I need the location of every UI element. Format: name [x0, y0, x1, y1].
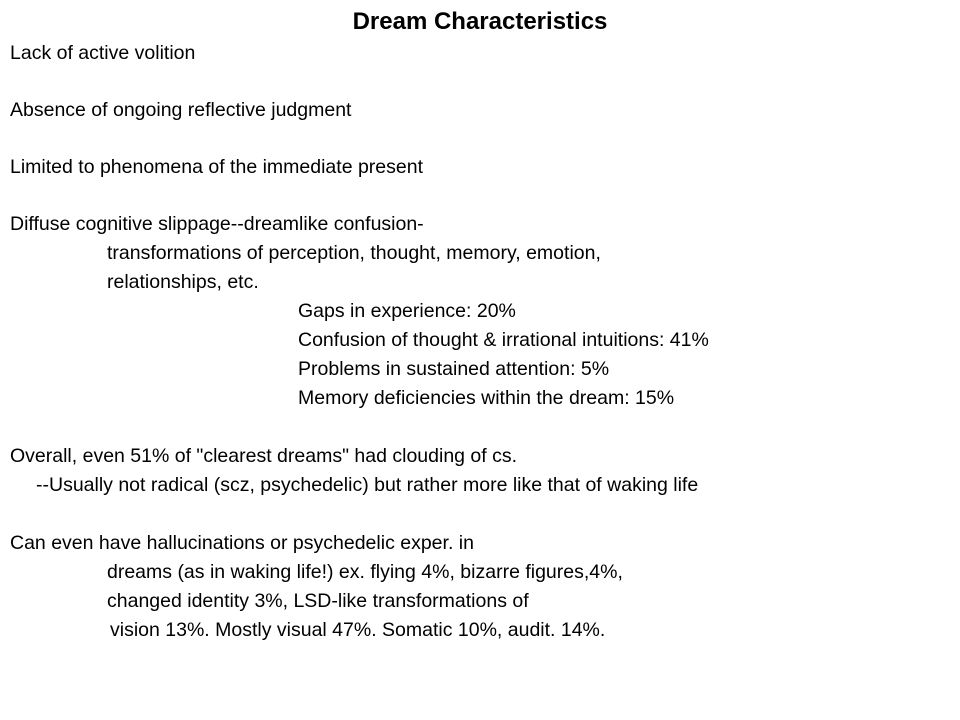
hallucinations-detail-line-2: changed identity 3%, LSD-like transformations of: [107, 590, 529, 612]
bullet-limited-to-present: Limited to phenomena of the immediate present: [10, 156, 423, 178]
bullet-lack-of-volition: Lack of active volition: [10, 42, 196, 64]
slippage-detail-line-2: relationships, etc.: [107, 271, 259, 293]
slide-title: Dream Characteristics: [352, 8, 608, 35]
slippage-detail-line-1: transformations of perception, thought, memory, emotion,: [107, 242, 601, 264]
bullet-diffuse-slippage: Diffuse cognitive slippage--dreamlike confusion-: [10, 213, 424, 235]
hallucinations-detail-line-1: dreams (as in waking life!) ex. flying 4%, bizarre figures,4%,: [107, 561, 623, 583]
hallucinations-detail-line-3: vision 13%. Mostly visual 47%. Somatic 10%, audit. 14%.: [110, 619, 606, 641]
clouding-detail: --Usually not radical (scz, psychedelic) but rather more like that of waking life: [36, 474, 699, 496]
bullet-hallucinations: Can even have hallucinations or psychedelic exper. in: [10, 532, 474, 554]
bullet-absence-of-judgment: Absence of ongoing reflective judgment: [10, 99, 352, 121]
stat-confusion-of-thought: Confusion of thought & irrational intuitions: 41%: [298, 329, 709, 351]
bullet-overall-clouding: Overall, even 51% of "clearest dreams" had clouding of cs.: [10, 445, 518, 467]
stat-sustained-attention: Problems in sustained attention: 5%: [298, 358, 610, 380]
stat-gaps-in-experience: Gaps in experience: 20%: [298, 300, 516, 322]
stat-memory-deficiencies: Memory deficiencies within the dream: 15%: [298, 387, 675, 409]
